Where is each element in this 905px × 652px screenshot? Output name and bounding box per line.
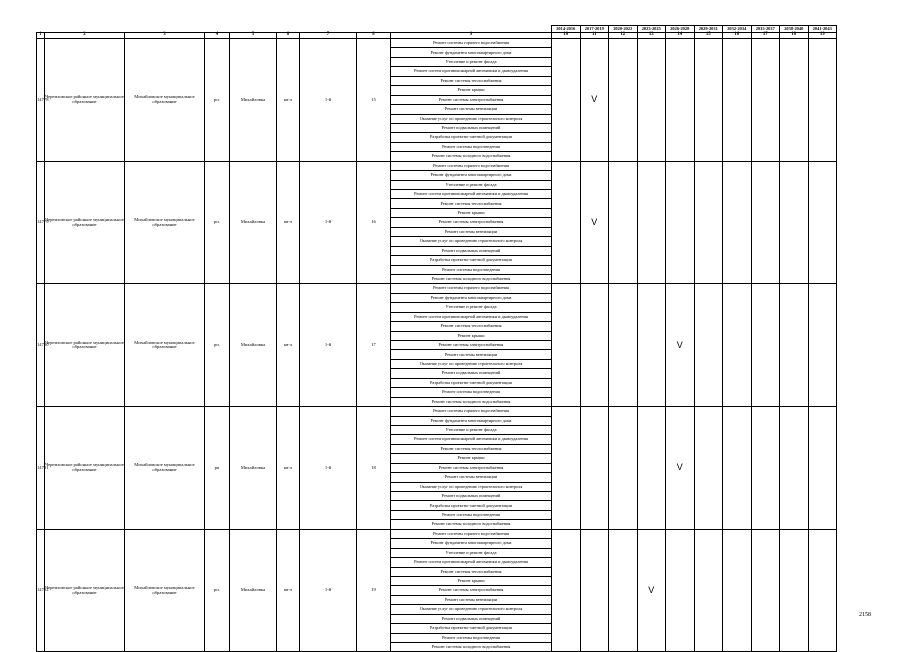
- column-number-cell: 10: [552, 33, 581, 39]
- period-cell: [637, 284, 666, 407]
- municipality-cell: Михайловское муниципальное образование: [125, 284, 205, 407]
- work-type-cell: Оказание услуг по проведению строительного контроля: [391, 359, 552, 368]
- work-type-cell: Ремонт крыши: [391, 454, 552, 463]
- work-type-cell: Ремонт крыши: [391, 208, 552, 217]
- period-cell: [780, 407, 809, 530]
- period-cell: [609, 529, 638, 652]
- work-type-cell: Ремонт системы электроснабжения: [391, 218, 552, 227]
- house-number-cell: 15: [357, 39, 391, 162]
- work-type-cell: Ремонт крыши: [391, 576, 552, 585]
- work-type-cell: Утепление и ремонт фасада: [391, 303, 552, 312]
- period-cell: [666, 529, 695, 652]
- column-number-cell: 1: [37, 33, 45, 39]
- period-cell: [552, 39, 581, 162]
- work-type-cell: Разработка проектно-сметной документации: [391, 624, 552, 633]
- period-cell: [666, 161, 695, 284]
- table-row: [37, 161, 837, 170]
- work-type-cell: Ремонт системы электроснабжения: [391, 586, 552, 595]
- period-cell: [723, 529, 752, 652]
- period-cell: [637, 39, 666, 162]
- period-mark: V: [666, 284, 695, 407]
- work-type-cell: Ремонт систем противопожарной автоматики и дымоудаления: [391, 190, 552, 199]
- period-cell: [580, 284, 609, 407]
- column-number-cell: 3: [125, 33, 205, 39]
- record-id-cell: 14778: [37, 39, 45, 162]
- work-type-cell: Ремонт системы водоотведения: [391, 510, 552, 519]
- period-header-cell: 2035-2037: [751, 26, 780, 33]
- period-cell: [723, 39, 752, 162]
- period-cell: [751, 407, 780, 530]
- work-type-cell: Ремонт системы водоотведения: [391, 633, 552, 642]
- period-cell: [580, 529, 609, 652]
- work-type-cell: Разработка проектно-сметной документации: [391, 378, 552, 387]
- work-type-cell: Ремонт системы водоотведения: [391, 388, 552, 397]
- period-header-cell: 2038-2040: [780, 26, 809, 33]
- period-cell: [694, 161, 723, 284]
- period-header-cell: 2029-2031: [694, 26, 723, 33]
- period-header-cell: 2017-2019: [580, 26, 609, 33]
- work-type-cell: Ремонт крыши: [391, 331, 552, 340]
- work-type-cell: Ремонт системы горячего водоснабжения: [391, 529, 552, 538]
- record-id-cell: 14779: [37, 161, 45, 284]
- period-header-row: [37, 26, 837, 33]
- work-type-cell: Ремонт системы вентиляции: [391, 227, 552, 236]
- period-cell: [723, 161, 752, 284]
- period-mark: V: [666, 407, 695, 530]
- work-type-cell: Ремонт подвальных помещений: [391, 369, 552, 378]
- period-cell: [609, 161, 638, 284]
- work-type-cell: Утепление и ремонт фасада: [391, 180, 552, 189]
- period-cell: [808, 407, 837, 530]
- period-cell: [780, 39, 809, 162]
- work-type-cell: Ремонт системы холодного водоснабжения: [391, 397, 552, 406]
- settlement-cell: Михайловка: [230, 284, 277, 407]
- settlement-type-cell: рп.: [205, 284, 230, 407]
- table-row: [37, 284, 837, 293]
- work-type-cell: Утепление и ремонт фасада: [391, 57, 552, 66]
- column-number-cell: 5: [230, 33, 277, 39]
- municipality-cell: Михайловское муниципальное образование: [125, 407, 205, 530]
- work-type-cell: Оказание услуг по проведению строительного контроля: [391, 237, 552, 246]
- period-cell: [694, 529, 723, 652]
- table-row: [37, 39, 837, 48]
- period-cell: [552, 407, 581, 530]
- work-type-cell: Ремонт подвальных помещений: [391, 614, 552, 623]
- work-type-cell: Ремонт систем противопожарной автоматики и дымоудаления: [391, 435, 552, 444]
- street-cell: 1-й: [300, 161, 357, 284]
- house-number-cell: 19: [357, 529, 391, 652]
- period-cell: [609, 284, 638, 407]
- record-id-cell: 14780: [37, 284, 45, 407]
- street-cell: 1-й: [300, 284, 357, 407]
- period-cell: [694, 284, 723, 407]
- period-cell: [751, 529, 780, 652]
- street-type-cell: кв-л: [277, 161, 300, 284]
- period-cell: [808, 529, 837, 652]
- period-cell: [723, 407, 752, 530]
- period-header-cell: 2014-2016: [552, 26, 581, 33]
- district-cell: Черемховское районное муниципальное образование: [45, 529, 125, 652]
- period-mark: V: [580, 161, 609, 284]
- period-cell: [780, 284, 809, 407]
- period-cell: [780, 161, 809, 284]
- house-number-cell: 18: [357, 407, 391, 530]
- work-type-cell: Ремонт системы водоотведения: [391, 265, 552, 274]
- column-number-cell: 15: [694, 33, 723, 39]
- district-cell: Черемховское районное муниципальное образование: [45, 407, 125, 530]
- work-type-cell: Разработка проектно-сметной документации: [391, 501, 552, 510]
- work-type-cell: Утепление и ремонт фасада: [391, 548, 552, 557]
- work-type-cell: Ремонт системы вентиляции: [391, 473, 552, 482]
- work-type-cell: Ремонт фундамента многоквартирного дома: [391, 48, 552, 57]
- period-cell: [751, 39, 780, 162]
- work-type-cell: Оказание услуг по проведению строительного контроля: [391, 114, 552, 123]
- column-number-cell: 7: [300, 33, 357, 39]
- column-number-cell: 19: [808, 33, 837, 39]
- column-number-cell: 12: [609, 33, 638, 39]
- record-id-cell: 14781: [37, 407, 45, 530]
- work-type-cell: Ремонт системы горячего водоснабжения: [391, 161, 552, 170]
- capital-repair-table: [36, 25, 837, 652]
- house-number-cell: 17: [357, 284, 391, 407]
- work-type-cell: Утепление и ремонт фасада: [391, 425, 552, 434]
- period-header-cell: 2023-2025: [637, 26, 666, 33]
- work-type-cell: Ремонт системы горячего водоснабжения: [391, 407, 552, 416]
- period-header-cell: 2041-2043: [808, 26, 837, 33]
- settlement-type-cell: рп.: [205, 161, 230, 284]
- work-type-cell: Ремонт системы теплоснабжения: [391, 199, 552, 208]
- settlement-type-cell: рп: [205, 407, 230, 530]
- street-type-cell: кв-л: [277, 284, 300, 407]
- settlement-cell: Михайловка: [230, 529, 277, 652]
- period-cell: [780, 529, 809, 652]
- work-type-cell: Ремонт системы холодного водоснабжения: [391, 274, 552, 283]
- table-row: [37, 529, 837, 538]
- period-cell: [751, 284, 780, 407]
- work-type-cell: Ремонт системы холодного водоснабжения: [391, 520, 552, 529]
- settlement-type-cell: рп.: [205, 529, 230, 652]
- settlement-cell: Михайловка: [230, 161, 277, 284]
- period-cell: [609, 407, 638, 530]
- work-type-cell: Ремонт системы вентиляции: [391, 350, 552, 359]
- house-number-cell: 16: [357, 161, 391, 284]
- work-type-cell: Оказание услуг по проведению строительного контроля: [391, 605, 552, 614]
- municipality-cell: Михайловское муниципальное образование: [125, 161, 205, 284]
- work-type-cell: Ремонт системы холодного водоснабжения: [391, 152, 552, 161]
- table-row: [37, 407, 837, 416]
- work-type-cell: Ремонт системы теплоснабжения: [391, 76, 552, 85]
- column-number-cell: 18: [780, 33, 809, 39]
- work-type-cell: Ремонт систем противопожарной автоматики и дымоудаления: [391, 312, 552, 321]
- period-cell: [694, 407, 723, 530]
- street-type-cell: кв-л: [277, 529, 300, 652]
- work-type-cell: Ремонт системы электроснабжения: [391, 341, 552, 350]
- column-number-cell: 16: [723, 33, 752, 39]
- period-cell: [666, 39, 695, 162]
- work-type-cell: Ремонт системы горячего водоснабжения: [391, 284, 552, 293]
- column-number-cell: 14: [666, 33, 695, 39]
- column-number-cell: 17: [751, 33, 780, 39]
- period-cell: [580, 407, 609, 530]
- work-type-cell: Ремонт подвальных помещений: [391, 492, 552, 501]
- record-id-cell: 14782: [37, 529, 45, 652]
- work-type-cell: Ремонт системы электроснабжения: [391, 463, 552, 472]
- work-type-cell: Разработка проектно-сметной документации: [391, 133, 552, 142]
- column-number-cell: 13: [637, 33, 666, 39]
- column-number-cell: 9: [391, 33, 552, 39]
- period-header-cell: 2026-2028: [666, 26, 695, 33]
- street-type-cell: кв-л: [277, 407, 300, 530]
- period-header-cell: 2032-2034: [723, 26, 752, 33]
- period-cell: [609, 39, 638, 162]
- period-cell: [808, 161, 837, 284]
- work-type-cell: Ремонт крыши: [391, 86, 552, 95]
- period-cell: [552, 161, 581, 284]
- work-type-cell: Ремонт фундамента многоквартирного дома: [391, 171, 552, 180]
- street-cell: 1-й: [300, 407, 357, 530]
- work-type-cell: Ремонт фундамента многоквартирного дома: [391, 539, 552, 548]
- street-cell: 1-й: [300, 39, 357, 162]
- period-cell: [808, 39, 837, 162]
- work-type-cell: Ремонт системы теплоснабжения: [391, 322, 552, 331]
- work-type-cell: Ремонт системы холодного водоснабжения: [391, 643, 552, 652]
- period-cell: [637, 407, 666, 530]
- period-cell: [808, 284, 837, 407]
- district-cell: Черемховское районное муниципальное образование: [45, 39, 125, 162]
- period-mark: V: [637, 529, 666, 652]
- period-header-cell: 2020-2022: [609, 26, 638, 33]
- street-cell: 1-й: [300, 529, 357, 652]
- period-cell: [552, 284, 581, 407]
- work-type-cell: Ремонт системы вентиляции: [391, 595, 552, 604]
- work-type-cell: Ремонт подвальных помещений: [391, 246, 552, 255]
- work-type-cell: Ремонт системы электроснабжения: [391, 95, 552, 104]
- column-number-cell: 4: [205, 33, 230, 39]
- work-type-cell: Ремонт систем противопожарной автоматики и дымоудаления: [391, 558, 552, 567]
- work-type-cell: Ремонт системы горячего водоснабжения: [391, 39, 552, 48]
- work-type-cell: Ремонт систем противопожарной автоматики и дымоудаления: [391, 67, 552, 76]
- period-cell: [723, 284, 752, 407]
- municipality-cell: Михайловское муниципальное образование: [125, 529, 205, 652]
- municipality-cell: Михайловское муниципальное образование: [125, 39, 205, 162]
- work-type-cell: Оказание услуг по проведению строительного контроля: [391, 482, 552, 491]
- page-number: 2158: [859, 612, 871, 618]
- column-number-cell: 11: [580, 33, 609, 39]
- work-type-cell: Ремонт системы вентиляции: [391, 105, 552, 114]
- column-number-cell: 8: [357, 33, 391, 39]
- period-cell: [751, 161, 780, 284]
- work-type-cell: Ремонт фундамента многоквартирного дома: [391, 293, 552, 302]
- work-type-cell: Разработка проектно-сметной документации: [391, 256, 552, 265]
- settlement-type-cell: рп.: [205, 39, 230, 162]
- settlement-cell: Михайловка: [230, 407, 277, 530]
- period-cell: [694, 39, 723, 162]
- work-type-cell: Ремонт системы теплоснабжения: [391, 567, 552, 576]
- district-cell: Черемховское районное муниципальное образование: [45, 284, 125, 407]
- period-mark: V: [580, 39, 609, 162]
- district-cell: Черемховское районное муниципальное образование: [45, 161, 125, 284]
- column-number-cell: 6: [277, 33, 300, 39]
- street-type-cell: кв-л: [277, 39, 300, 162]
- period-cell: [637, 161, 666, 284]
- column-number-cell: 2: [45, 33, 125, 39]
- settlement-cell: Михайловка: [230, 39, 277, 162]
- work-type-cell: Ремонт фундамента многоквартирного дома: [391, 416, 552, 425]
- period-cell: [552, 529, 581, 652]
- work-type-cell: Ремонт системы водоотведения: [391, 142, 552, 151]
- work-type-cell: Ремонт подвальных помещений: [391, 123, 552, 132]
- work-type-cell: Ремонт системы теплоснабжения: [391, 444, 552, 453]
- table-body: [37, 26, 837, 652]
